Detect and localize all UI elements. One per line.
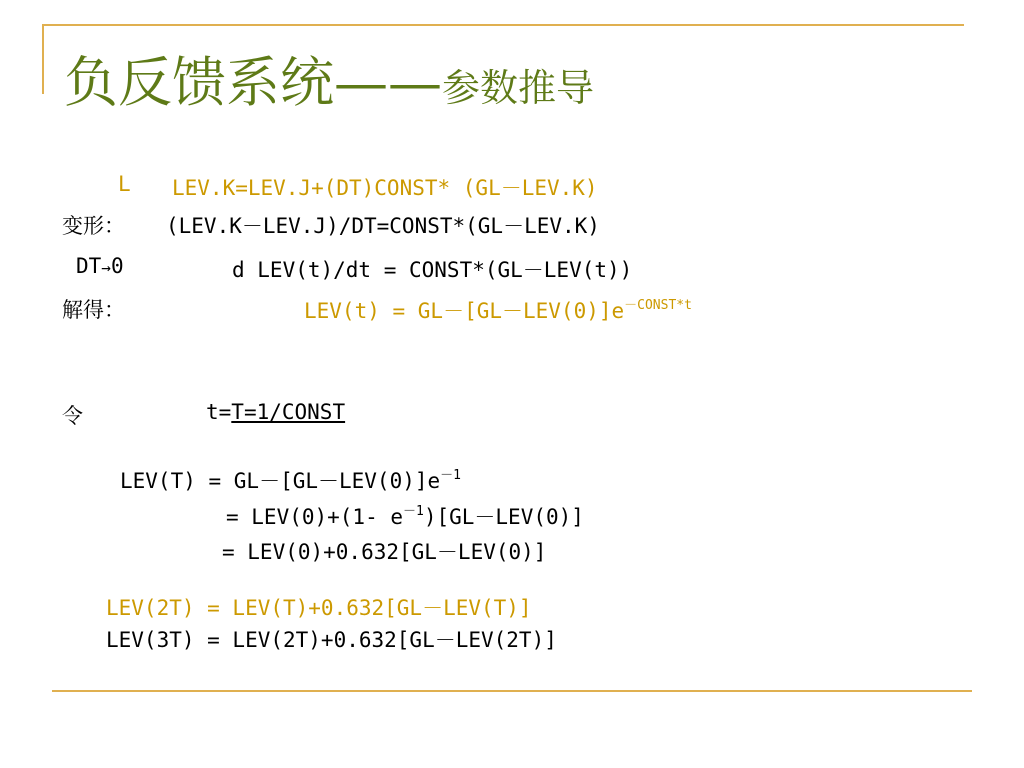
lev-t-line-3: = LEV(0)+0.632[GL－LEV(0)] — [222, 540, 547, 564]
solution-expr: LEV(t) = GL－[GL－LEV(0)]e — [304, 299, 625, 323]
arrow-icon: → — [101, 258, 111, 277]
l-equation: LEV.K=LEV.J+(DT)CONST* (GL－LEV.K) — [172, 176, 598, 200]
lev-t-line-1 — [120, 464, 461, 495]
bianxing-equation: (LEV.K－LEV.J)/DT=CONST*(GL－LEV.K) — [166, 214, 600, 238]
lev-t-2-exponent: －1 — [403, 504, 424, 519]
differential-equation: d LEV(t)/dt = CONST*(GL－LEV(t)) — [232, 258, 633, 282]
lev-3t-equation: LEV(3T) = LEV(2T)+0.632[GL－LEV(2T)] — [106, 628, 557, 652]
bianxing-label: 变形： — [62, 214, 125, 238]
ling-t: t= — [206, 400, 232, 424]
dt-label: DT — [76, 254, 102, 278]
lev-t-1-exponent: －1 — [440, 468, 461, 483]
title-main: 负反馈系统—— — [64, 51, 442, 114]
lev-t-1-expr: LEV(T) = GL－[GL－LEV(0)]e — [120, 469, 441, 493]
solution-exponent: －CONST*t — [624, 298, 692, 313]
l-equation-label: L — [118, 172, 131, 196]
lev-t-line-2 — [226, 500, 584, 531]
bottom-rule — [52, 690, 972, 692]
lev-t-2b-expr: )[GL－LEV(0)] — [423, 505, 584, 529]
dt-limit — [76, 254, 124, 278]
lev-2t-equation: LEV(2T) = LEV(T)+0.632[GL－LEV(T)] — [106, 596, 532, 620]
lev-t-2a-expr: = LEV(0)+(1- e — [226, 505, 404, 529]
ling-label: 令 — [62, 404, 83, 428]
left-rule — [42, 24, 44, 94]
slide-title — [64, 40, 594, 117]
dt-zero: 0 — [110, 254, 124, 278]
solution-equation — [304, 294, 692, 325]
ling-expr: T=1/CONST — [231, 400, 346, 424]
ling-definition — [206, 400, 345, 424]
top-rule — [42, 24, 964, 26]
jiede-label: 解得： — [62, 298, 125, 322]
title-sub: 参数推导 — [442, 66, 595, 110]
